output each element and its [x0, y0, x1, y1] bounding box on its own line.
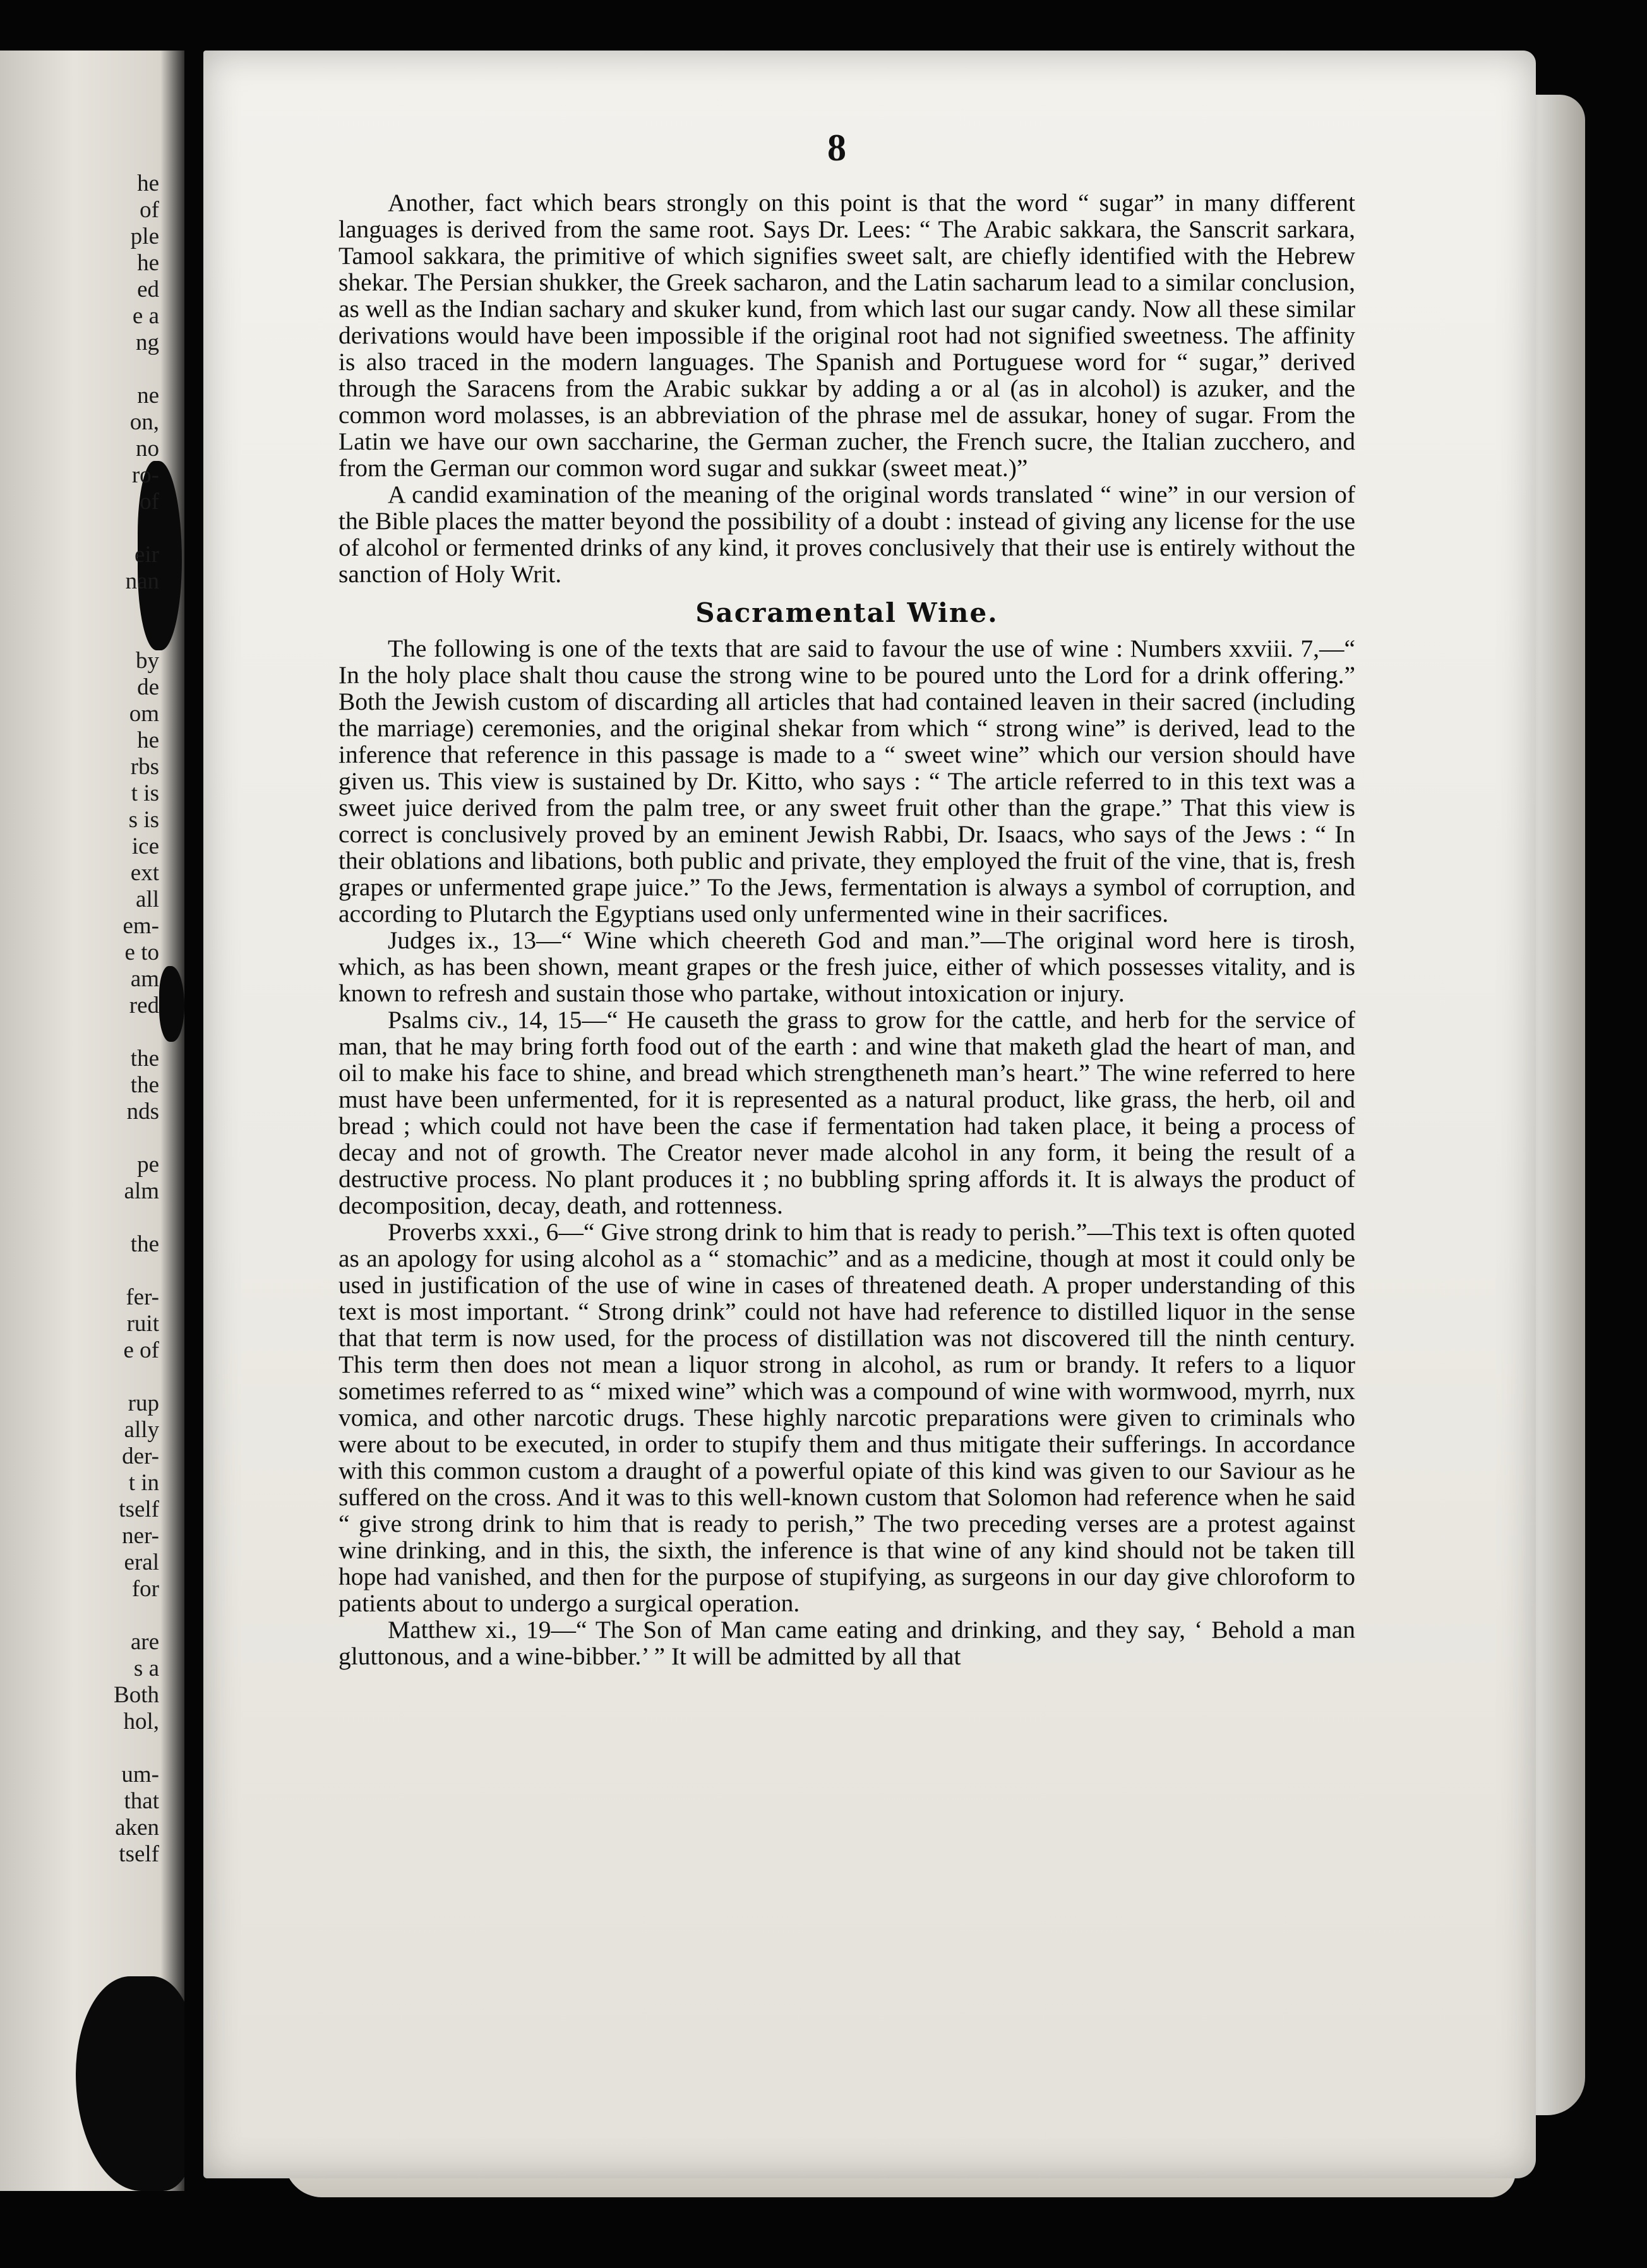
left-fragment-line — [33, 1205, 159, 1231]
left-fragment-line: ner- — [122, 1523, 159, 1549]
left-fragment-line: no — [136, 436, 159, 462]
section-heading: Sacramental Wine. — [695, 597, 998, 628]
left-fragment-line: tself — [119, 1841, 159, 1867]
left-fragment-line — [33, 1019, 159, 1046]
left-fragment-line: s a — [133, 1656, 159, 1681]
left-fragment-line: rup — [128, 1390, 159, 1416]
left-fragment-line — [33, 356, 159, 383]
left-fragment-line: tself — [119, 1496, 159, 1522]
left-fragment-line: ruit — [126, 1311, 159, 1337]
left-fragment-line — [33, 621, 159, 648]
left-fragment-line: by — [136, 648, 159, 674]
left-fragment-line: for — [131, 1576, 159, 1602]
left-fragment-line: he — [137, 727, 159, 753]
left-fragment-line: aken — [115, 1815, 159, 1841]
page-number: 8 — [827, 127, 846, 169]
paragraphs-before-heading — [338, 189, 1355, 587]
left-fragment-line: rbs — [130, 754, 159, 780]
left-page-text-fragments — [33, 170, 159, 1868]
left-fragment-line: pe — [137, 1152, 159, 1178]
paragraph: Proverbs xxxi., 6—“ Give strong drink to him that is ready to perish.”—This text is often quoted as an apology for using alcohol as a “ stomachic” and as a medicine, though at most it could only be used in justification of the use of wine in cases of threatened death. A proper understanding of this text is most important. “ Strong drink” could not have had reference to distilled liquor in the sense that that term is now used, for the process of distillation was not discovered till the ninth century. This term then does not mean a liquor strong in alcohol, as rum or brandy. It refers to a liquor sometimes referred to as “ mixed wine” which was a compound of wine with wormwood, myrrh, nux vomica, and other narcotic drugs. These highly narcotic preparations were given to criminals who were about to be executed, in order to stupify them and thus mitigate their sufferings. In accordance with this common custom a draught of a powerful opiate of this kind was given to our Saviour as he suffered on the cross. And it was to this well-known custom that Solomon had reference when he said “ give strong drink to him that is ready to perish,” The two preceding verses are a protest against wine drinking, and in this, the sixth, the inference is that wine of any kind should not be taken till hope had vanished, and then for the purpose of stupifying, as surgeons in our day give chloroform to patients about to undergo a surgical operation. — [338, 1218, 1355, 1617]
left-fragment-line: all — [136, 886, 159, 912]
left-fragment-line: s is — [128, 807, 159, 833]
left-fragment-line: ice — [131, 833, 159, 859]
left-fragment-line: are — [130, 1629, 159, 1655]
paragraph: Judges ix., 13—“ Wine which cheereth God and man.”—The original word here is tirosh, which, as has been shown, meant grapes or the fresh juice, either of which possesses vitality, and is known to refresh and sustain those who partake, without intoxication or injury. — [338, 926, 1355, 1007]
left-fragment-line: ed — [137, 277, 159, 302]
left-fragment-line: um- — [121, 1762, 159, 1788]
left-fragment-line: on, — [129, 409, 159, 435]
left-facing-page — [0, 51, 184, 2191]
left-fragment-line: of — [140, 197, 159, 223]
left-fragment-line: em- — [123, 913, 159, 939]
left-fragment-line — [33, 1364, 159, 1390]
left-fragment-line: the — [130, 1046, 159, 1071]
left-fragment-line: the — [130, 1072, 159, 1098]
text-column — [338, 189, 1355, 1669]
paragraph: A candid examination of the meaning of the original words translated “ wine” in our version of the Bible places the matter beyond the possibility of a doubt : instead of giving any license for the use of alcohol or fermented drinks of any kind, it proves conclusively that their use is entirely without the sanction of Holy Writ. — [338, 480, 1355, 588]
left-fragment-line — [33, 1125, 159, 1152]
left-fragment-line: ally — [124, 1417, 159, 1443]
left-fragment-line: red — [129, 993, 159, 1018]
left-fragment-line — [33, 1258, 159, 1284]
left-fragment-line: ple — [130, 224, 159, 249]
left-fragment-line: nan — [125, 568, 159, 594]
paragraph: Another, fact which bears strongly on this point is that the word “ sugar” in many different languages is derived from the same root. Says Dr. Lees: “ The Arabic sakkara, the Sanscrit sarkara, Tamool sakkara, the primitive of which signifies sweet salt, are chiefly identified with the Hebrew shekar. The Persian shukker, the Greek sacharon, and the Latin sacharum lead to a similar conclusion, as well as the Indian sachary and skuker kund, from which last our sugar candy. Now all these similar derivations would have been impossible if the original root had not signified sweetness. The affinity is also traced in the modern languages. The Spanish and Portuguese word for “ sugar,” derived through the Saracens from the Arabic sukkar by adding a or al (as in alcohol) is azuker, and the common word molasses, is an abbreviation of the phrase mel de assukar, honey of sugar. From the Latin we have our own saccharine, the German zucher, the French sucre, the Italian zucchero, and from the German our common word sugar and sukkar (sweet meat.)” — [338, 189, 1355, 482]
left-fragment-line: the — [130, 1231, 159, 1257]
paragraphs-after-heading — [338, 635, 1355, 1669]
left-fragment-line: ext — [130, 860, 159, 886]
left-fragment-line: he — [137, 250, 159, 276]
left-fragment-line: om — [129, 701, 159, 727]
left-fragment-line: e of — [123, 1337, 159, 1363]
left-fragment-line: that — [124, 1788, 159, 1814]
left-fragment-line: e a — [132, 303, 159, 329]
left-fragment-line: eral — [124, 1549, 159, 1575]
left-fragment-line: of — [140, 489, 159, 515]
ink-blot-bottom — [76, 1976, 184, 2191]
left-fragment-line: de — [137, 674, 159, 700]
paragraph: Psalms civ., 14, 15—“ He causeth the grass to grow for the cattle, and herb for the service of man, that he may bring forth food out of the earth : and wine that maketh glad the heart of man, and oil to make his face to shine, and bread which strengtheneth man’s heart.” The wine referred to here must have been unfermented, for it is represented as a natural product, like grass, the herb, oil and bread ; which could not have been the case if fermentation had taken place, it being a process of decay and not of growth. The Creator never made alcohol in any form, it being the result of a destructive process. No plant produces it ; no bubbling spring affords it. It is always the product of decomposition, decay, death, and rottenness. — [338, 1006, 1355, 1219]
paragraph: Matthew xi., 19—“ The Son of Man came eating and drinking, and they say, ‘ Behold a man gluttonous, and a wine-bibber.’ ” It will be admitted by all that — [338, 1616, 1355, 1670]
left-fragment-line: fer- — [126, 1284, 159, 1310]
left-fragment-line — [33, 1603, 159, 1629]
left-fragment-line: ne — [137, 383, 159, 409]
left-fragment-line: eir — [134, 542, 159, 568]
left-fragment-line: am — [130, 966, 159, 992]
left-fragment-line: hol, — [123, 1709, 159, 1734]
left-fragment-line — [33, 595, 159, 621]
left-fragment-line — [33, 515, 159, 542]
gutter-shadow — [160, 51, 184, 2191]
left-fragment-line: Both — [114, 1682, 159, 1708]
left-fragment-line: e to — [124, 940, 159, 965]
left-fragment-line: der- — [122, 1443, 159, 1469]
left-fragment-line: nds — [126, 1099, 159, 1125]
left-fragment-line: t is — [131, 780, 159, 806]
left-fragment-line: t in — [128, 1470, 159, 1496]
left-fragment-line: alm — [124, 1178, 159, 1204]
left-fragment-line: ro- — [131, 462, 159, 488]
left-fragment-line: ng — [136, 330, 159, 355]
ink-blot-middle — [159, 966, 184, 1042]
left-fragment-line: he — [137, 170, 159, 196]
left-fragment-line — [33, 1735, 159, 1762]
paragraph: The following is one of the texts that are said to favour the use of wine : Numbers xxviii. 7,—“ In the holy place shalt thou cause the strong wine to be poured unto the Lord for a drink offering.” Both the Jewish custom of discarding all articles that had contained leaven in their sacred (including the marriage) ceremonies, and the original shekar from which “ strong wine” is derived, lead to the inference that reference in this passage is made to a “ sweet wine” which our version should have given us. This view is sustained by Dr. Kitto, who says : “ The article referred to in this text was a sweet juice derived from the palm tree, or any sweet fruit other than the grape.” That this view is correct is conclusively proved by an eminent Jewish Rabbi, Dr. Isaacs, who says of the Jews : “ In their oblations and libations, both public and private, they employed the fruit of the vine, that is, fresh grapes or unfermented grape juice.” To the Jews, fermentation is always a symbol of corruption, and according to Plutarch the Egyptians used only unfermented wine in their sacrifices. — [338, 635, 1355, 928]
